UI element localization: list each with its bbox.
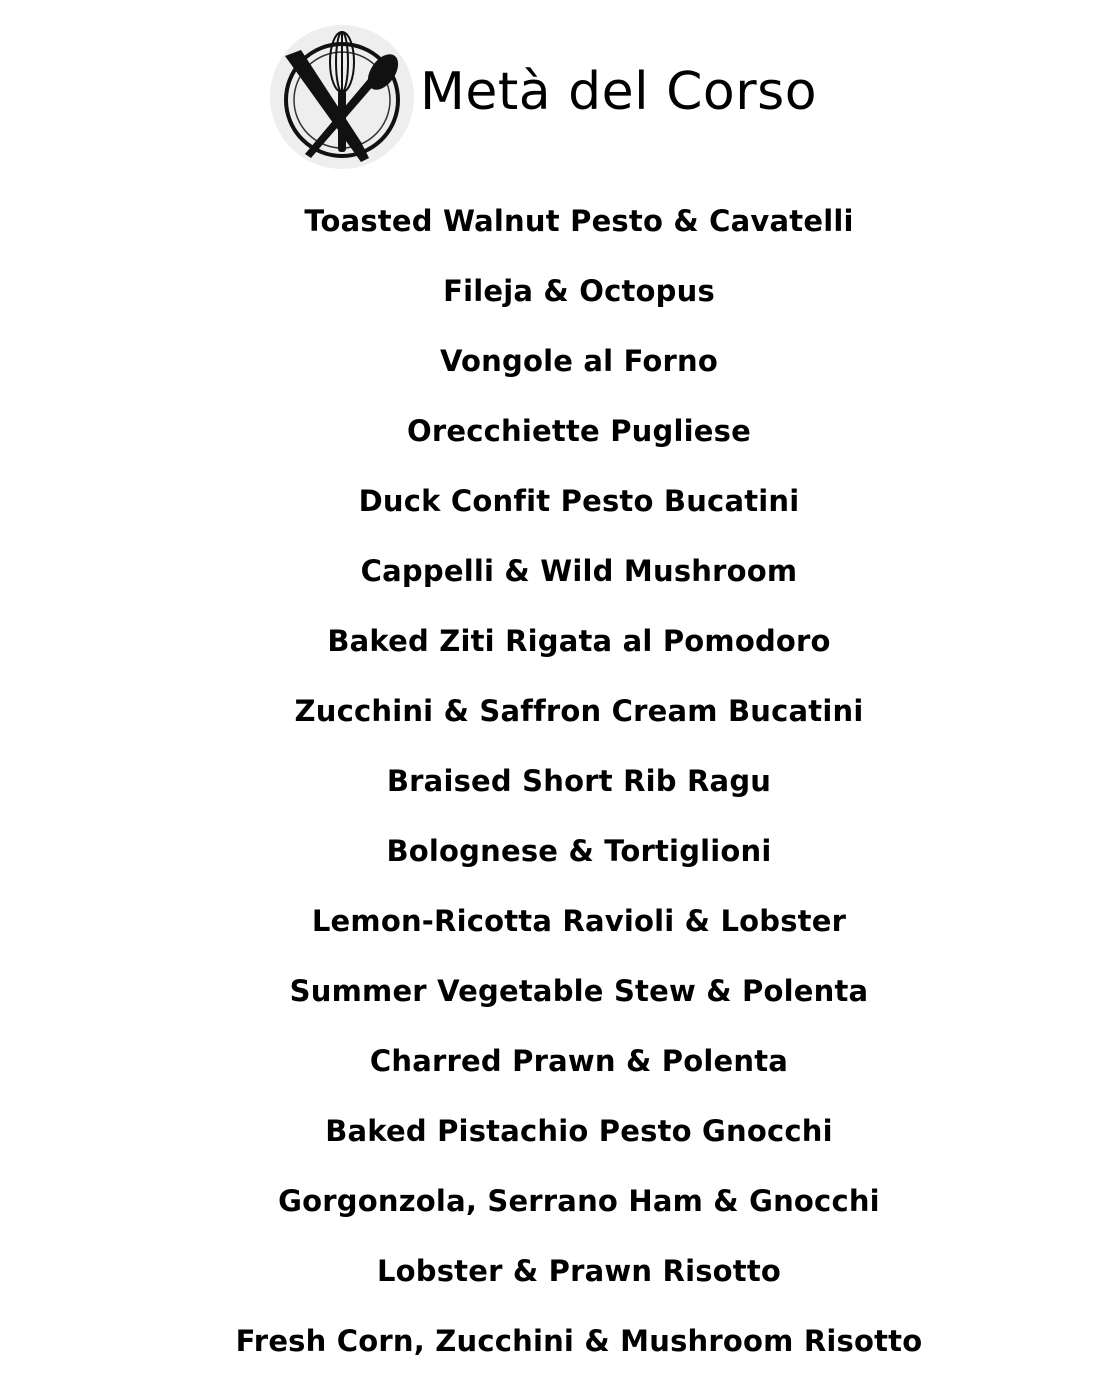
menu-item: Vongole al Forno [439,344,719,378]
menu-item: Lobster & Prawn Risotto [376,1254,782,1288]
menu-item: Toasted Walnut Pesto & Cavatelli [304,204,854,238]
menu-item: Baked Pistachio Pesto Gnocchi [325,1114,833,1148]
crossed-knife-whisk-spoon-plate-icon [265,20,415,170]
menu-item: Baked Ziti Rigata al Pomodoro [327,624,831,658]
menu-item: Duck Confit Pesto Bucatini [358,484,800,518]
menu-item: Summer Vegetable Stew & Polenta [289,974,869,1008]
menu-item: Fileja & Octopus [443,274,715,308]
menu-item: Braised Short Rib Ragu [386,764,772,798]
menu-item: Gorgonzola, Serrano Ham & Gnocchi [278,1184,880,1218]
menu-item: Cappelli & Wild Mushroom [360,554,798,588]
menu-item: Zucchini & Saffron Cream Bucatini [294,694,864,728]
menu-item: Bolognese & Tortiglioni [386,834,772,868]
menu-item: Charred Prawn & Polenta [369,1044,789,1078]
menu-item: Orecchiette Pugliese [407,414,751,448]
menu-list [0,186,1120,1376]
header [265,20,845,170]
menu-item: Fresh Corn, Zucchini & Mushroom Risotto [235,1324,923,1358]
menu-item: Lemon-Ricotta Ravioli & Lobster [311,904,847,938]
restaurant-name: Metà del Corso [420,62,818,122]
